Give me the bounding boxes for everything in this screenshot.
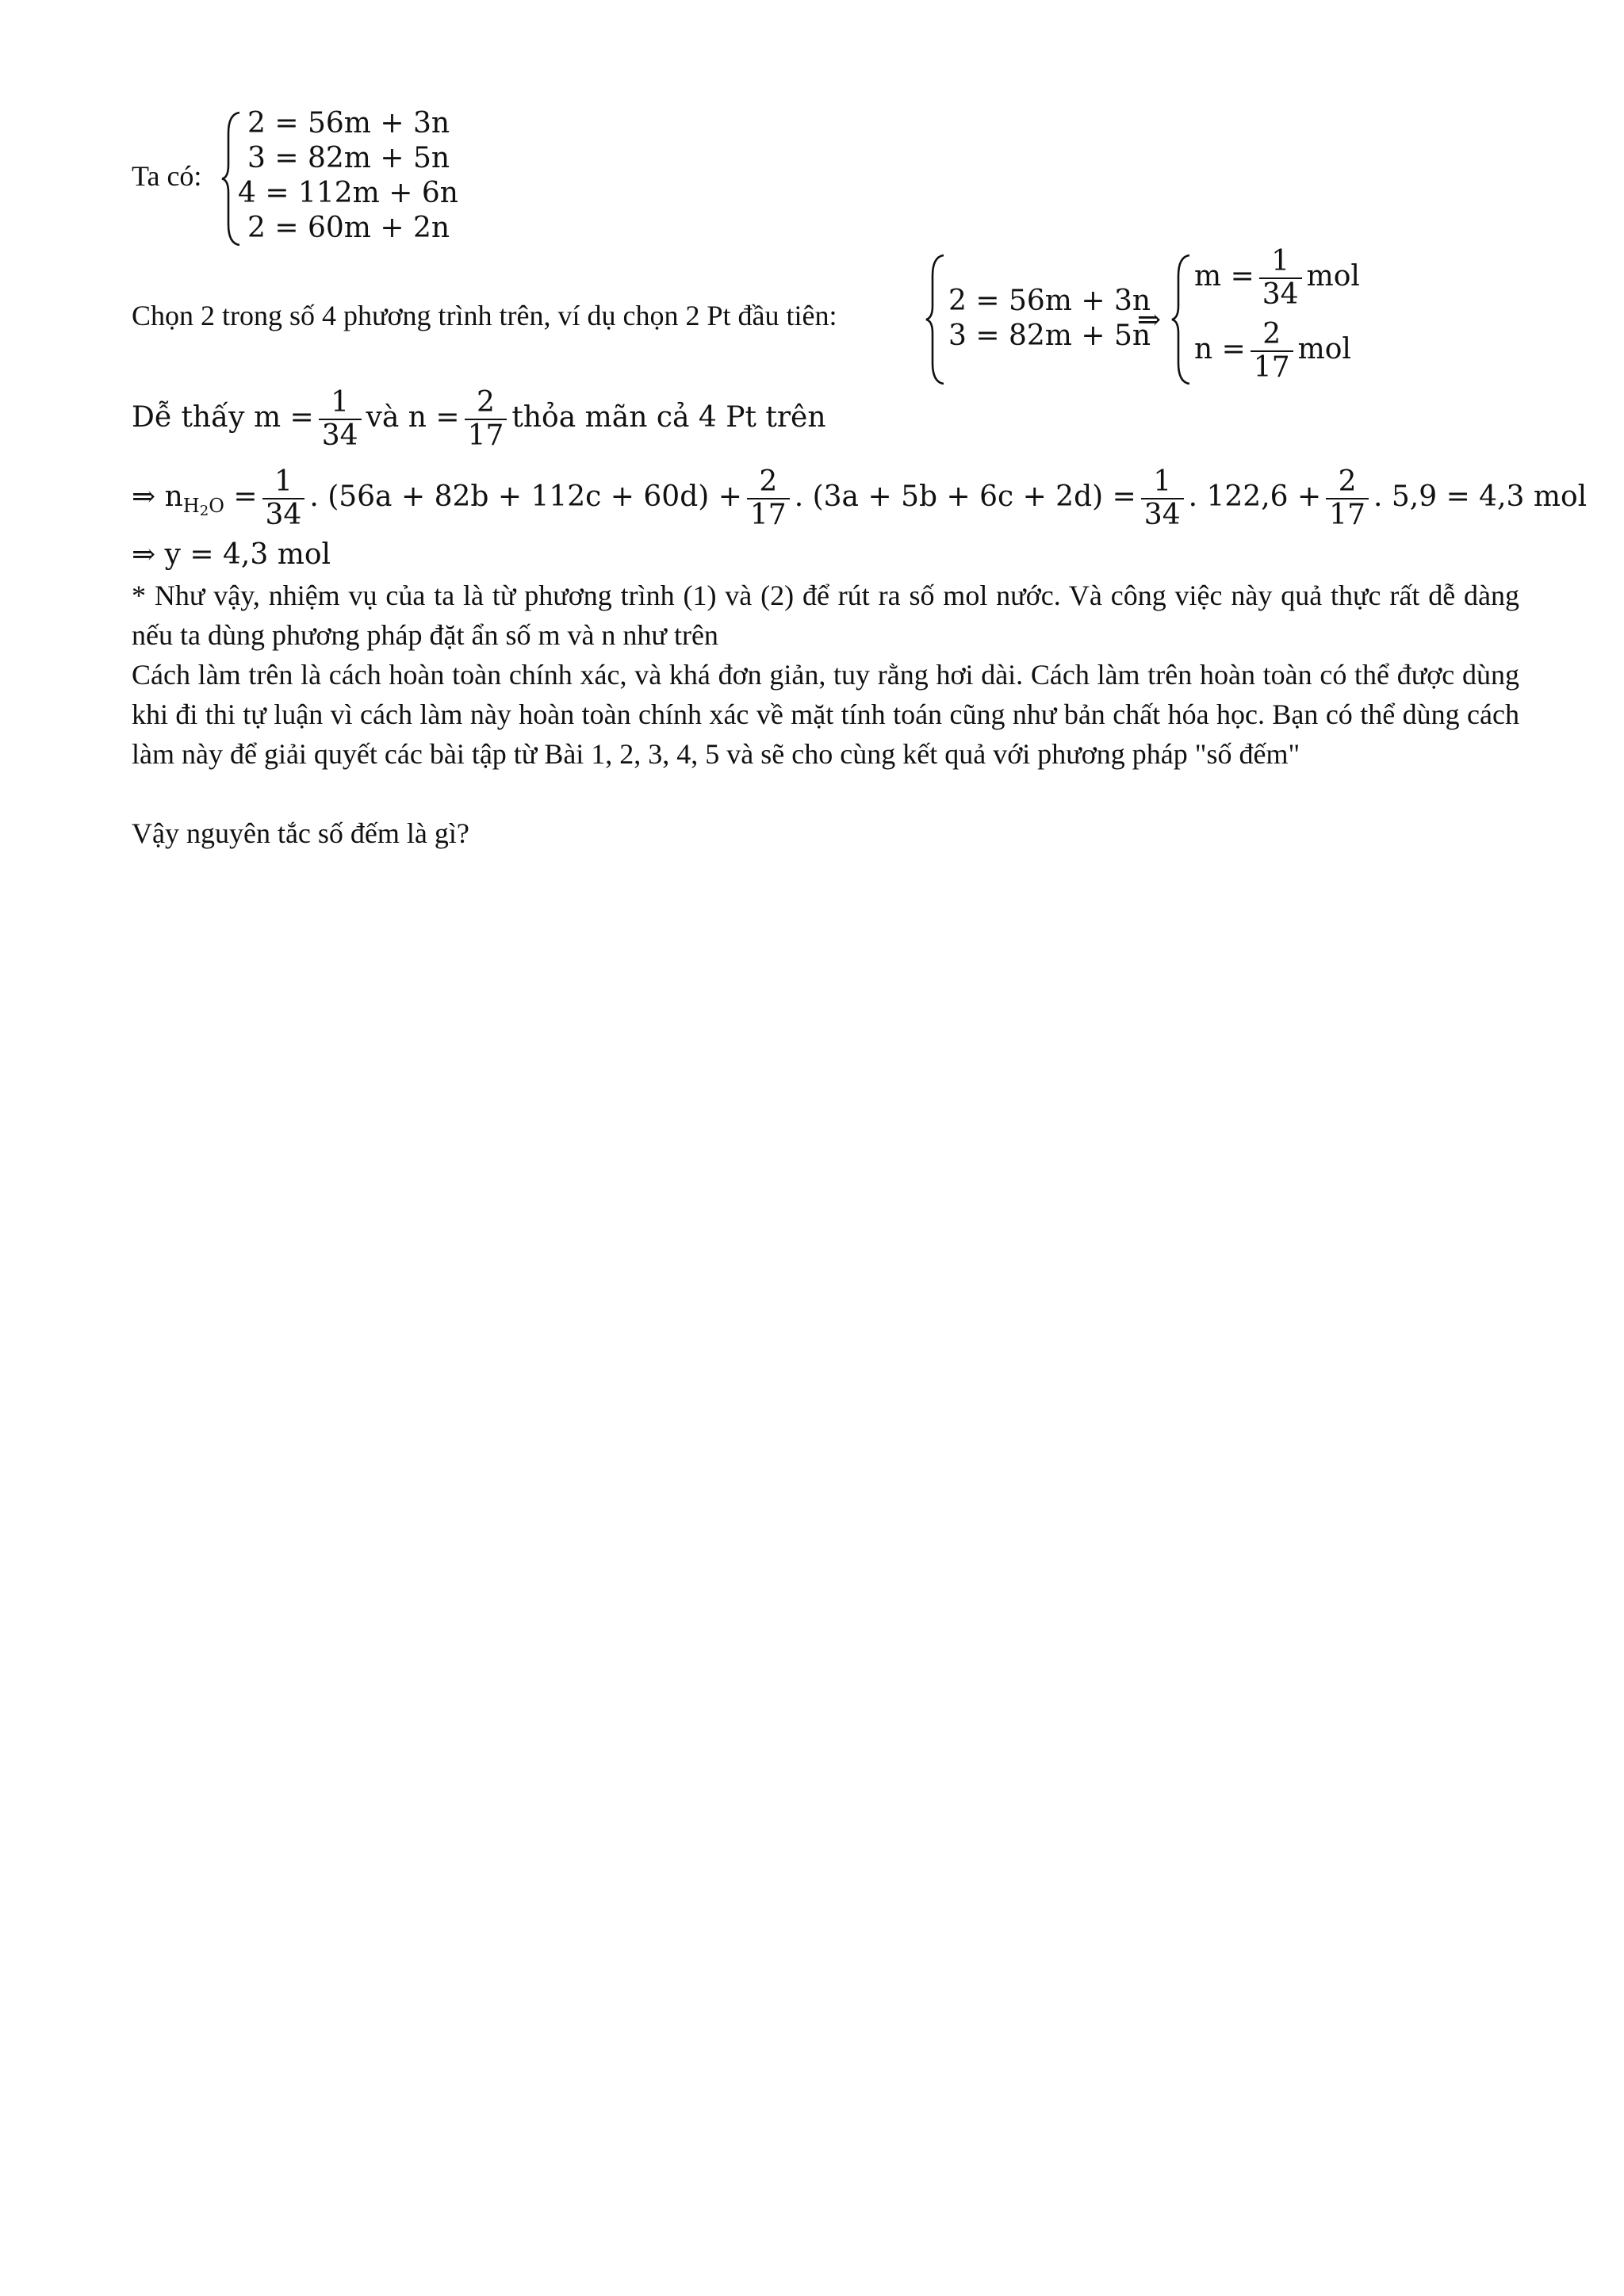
system1-eq-2: 3 = 82m + 5n	[247, 142, 450, 174]
result-line: ⇒ y = 4,3 mol	[132, 538, 331, 571]
choose-text: Chọn 2 trong số 4 phương trình trên, ví dụ chọn 2 Pt đầu tiên:	[132, 300, 837, 331]
choose-eq-1: 2 = 56m + 3n	[948, 285, 1151, 317]
choose-brace-left	[925, 252, 948, 387]
n-solution-num: 2	[1251, 319, 1293, 352]
system1-eq-1: 2 = 56m + 3n	[247, 107, 450, 140]
n-solution: n = $\frac{2}{17}$ mol	[1194, 318, 1351, 384]
water-line: ⇒ $n_{H_2O}$ = $\frac{1}{34}$ . (56a + 82b + 112c + 60d) + $\frac{2}{17}$ . (3a + 5b + 6c + 2d) = $\frac{1}{34}$ . 122,6 + $\frac{2}{17}$ . 5,9 = 4,3 mol	[132, 465, 1588, 531]
paragraph-3: Vậy nguyên tắc số đếm là gì?	[132, 817, 469, 849]
m-solution-den: 34	[1262, 278, 1299, 311]
m-solution-num: 1	[1259, 246, 1302, 279]
system1-label: Ta có:	[132, 160, 202, 192]
easy-line: Dễ thấy m = $\frac{1}{34}$ và n = $\frac{2}{17}$ thỏa mãn cả 4 Pt trên	[132, 386, 826, 452]
paragraph-1: * Như vậy, nhiệm vụ của ta là từ phương trình (1) và (2) để rút ra số mol nước. Và công việc này quả thực rất dễ dàng nếu ta dùng phương pháp đặt ẩn số m và n như trên	[132, 580, 1519, 651]
implies-arrow: ⇒	[1137, 304, 1162, 336]
system1-eq-4: 2 = 60m + 2n	[247, 212, 450, 244]
n-solution-den: 17	[1253, 351, 1290, 384]
choose-brace-right	[1170, 252, 1194, 387]
choose-eq-2: 3 = 82m + 5n	[948, 320, 1151, 352]
system1-eq-3: 4 = 112m + 6n	[238, 177, 458, 209]
m-solution: m = $\frac{1}{34}$ mol	[1194, 245, 1360, 311]
paragraph-2: Cách làm trên là cách hoàn toàn chính xác, và khá đơn giản, tuy rằng hơi dài. Cách làm trên hoàn toàn có thể được dùng khi đi thi tự luận vì cách làm này hoàn toàn chính xác về mặt tính toán cũng như bản chất hóa học. Bạn có thể dùng cách làm này để giải quyết các bài tập từ Bài 1, 2, 3, 4, 5 và sẽ cho cùng kết quả với phương pháp "số đếm"	[132, 659, 1519, 770]
